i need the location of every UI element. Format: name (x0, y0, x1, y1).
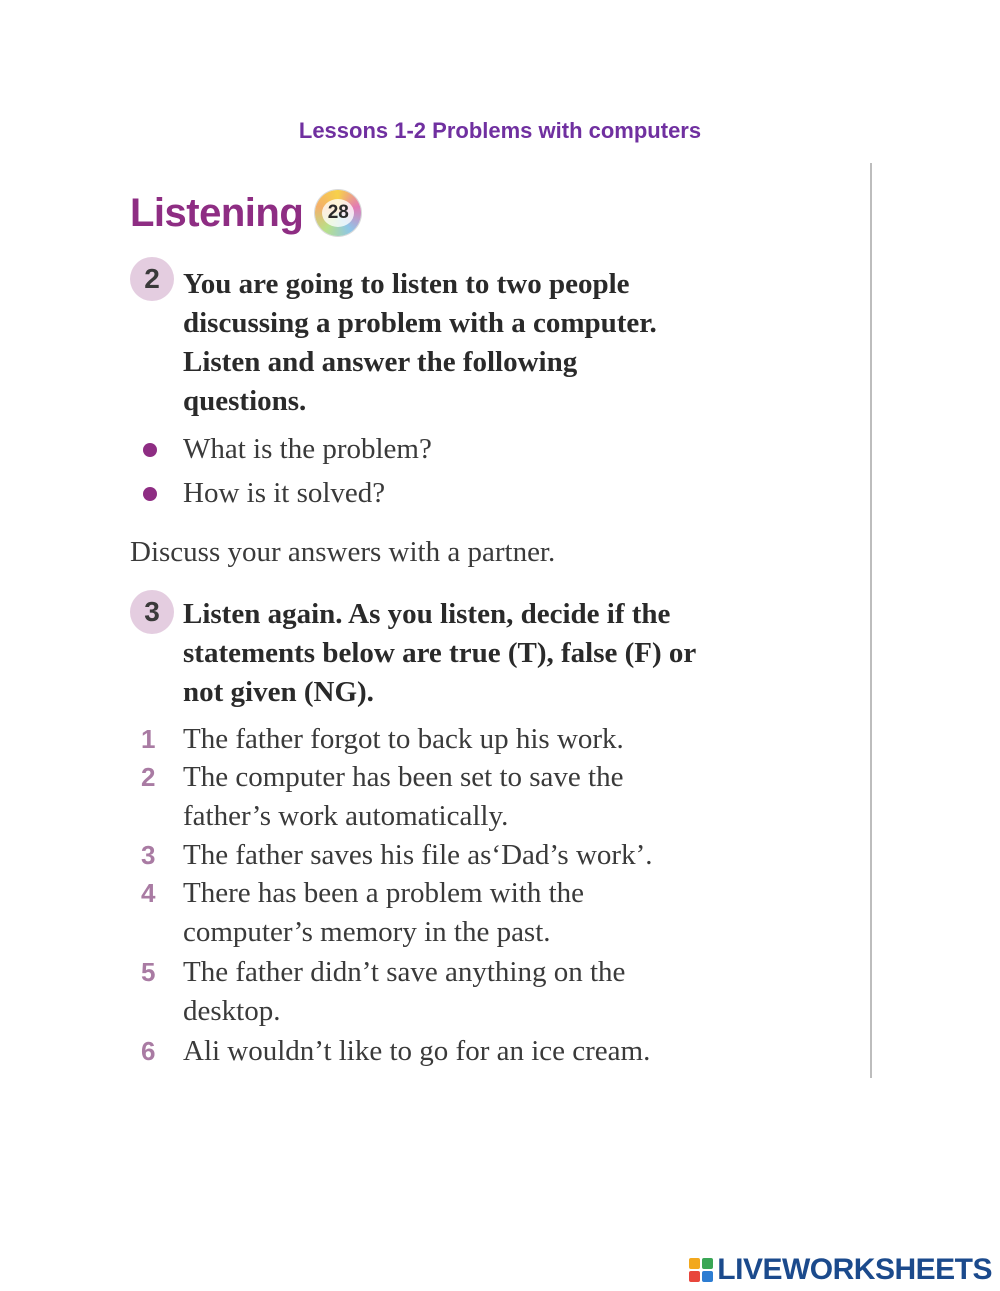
statement-line: The computer has been set to save the (183, 761, 624, 793)
statement-line: Ali wouldn’t like to go for an ice cream. (183, 1035, 651, 1067)
statement-number: 4 (141, 878, 156, 908)
statement-text (183, 874, 783, 952)
statement-item (141, 953, 783, 1031)
logo-text: LIVEWORKSHEETS (717, 1253, 992, 1286)
statement-item (141, 1032, 783, 1071)
statement-text (183, 720, 783, 759)
bullet-dot-icon (143, 443, 157, 457)
column-divider (870, 163, 872, 1078)
exercise-3-instruction (183, 595, 696, 712)
instruction-line: You are going to listen to two people (183, 268, 630, 300)
track-number: 28 (322, 199, 354, 227)
statement-item (141, 720, 783, 759)
page-header-title: Lessons 1-2 Problems with computers (298, 118, 702, 143)
statement-line: father’s work automatically. (183, 800, 509, 832)
statement-line: desktop. (183, 995, 281, 1027)
exercise-2-instruction (183, 265, 657, 421)
statement-text (183, 758, 783, 836)
logo-square (702, 1258, 713, 1269)
statement-number: 6 (141, 1036, 156, 1066)
instruction-line: Listen again. As you listen, decide if the (183, 598, 671, 630)
statement-text (183, 953, 783, 1031)
logo-square (689, 1258, 700, 1269)
question-text: What is the problem? (183, 433, 432, 465)
exercise-3-number: 3 (130, 590, 174, 634)
statement-item (141, 836, 783, 875)
question-bullet (143, 433, 432, 466)
logo-square (702, 1271, 713, 1282)
statement-line: computer’s memory in the past. (183, 916, 551, 948)
statement-number: 5 (141, 957, 156, 987)
question-text: How is it solved? (183, 477, 386, 509)
statement-line: The father saves his file as‘Dad’s work’. (183, 839, 653, 871)
logo-square (689, 1271, 700, 1282)
statement-text (183, 836, 783, 875)
instruction-line: questions. (183, 385, 307, 417)
question-bullet (143, 477, 385, 510)
bullet-dot-icon (143, 487, 157, 501)
discussion-prompt: Discuss your answers with a partner. (130, 536, 556, 568)
section-title: Listening (130, 190, 304, 235)
statement-line: There has been a problem with the (183, 877, 585, 909)
instruction-line: Listen and answer the following (183, 346, 578, 378)
exercise-2-number: 2 (130, 257, 174, 301)
logo-mark-icon (689, 1258, 713, 1282)
statement-item (141, 874, 783, 952)
statement-line: The father didn’t save anything on the (183, 956, 626, 988)
statement-item (141, 758, 783, 836)
statement-number: 2 (141, 762, 156, 792)
statement-text (183, 1032, 783, 1071)
section-heading (130, 190, 361, 236)
liveworksheets-logo[interactable] (689, 1253, 992, 1287)
statement-number: 1 (141, 724, 156, 754)
audio-cd-icon[interactable] (315, 190, 361, 236)
statement-line: The father forgot to back up his work. (183, 723, 624, 755)
instruction-line: discussing a problem with a computer. (183, 307, 657, 339)
instruction-line: statements below are true (T), false (F) or (183, 637, 697, 669)
statement-number: 3 (141, 840, 156, 870)
instruction-line: not given (NG). (183, 676, 374, 708)
